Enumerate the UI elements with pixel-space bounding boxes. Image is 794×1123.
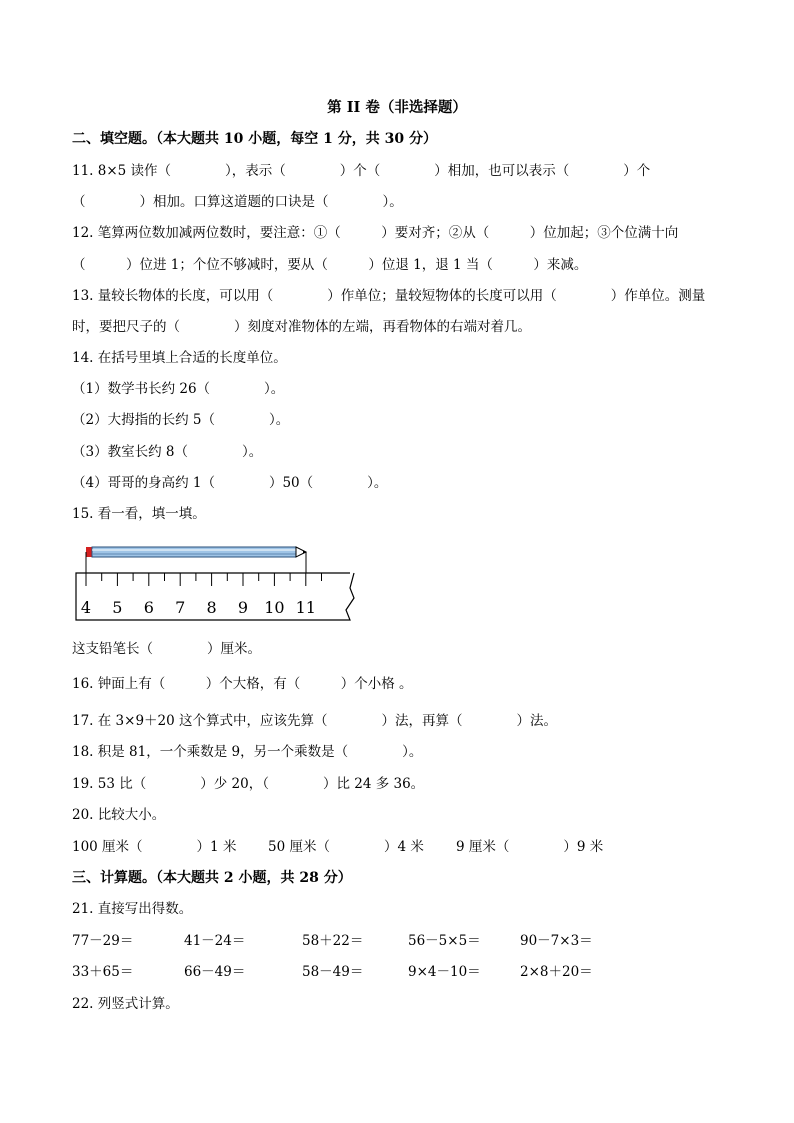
- question-13-line-1: 13. 量较长物体的长度，可以用（ ）作单位；量较短物体的长度可以用（ ）作单位。测量: [72, 288, 706, 304]
- question-14-item-3: （3）教室长约 8（ ）。: [72, 444, 263, 460]
- calc-item: 90－7×3＝: [520, 933, 593, 949]
- pencil-ruler-figure: [70, 538, 360, 626]
- calc-item: 77－29＝: [72, 933, 134, 949]
- ruler-label: 8: [206, 598, 217, 617]
- page-title: 第 II 卷（非选择题）: [327, 99, 467, 116]
- question-17: 17. 在 3×9＋20 这个算式中，应该先算（ ）法，再算（ ）法。: [72, 713, 558, 729]
- question-15-answer: 这支铅笔长（ ）厘米。: [72, 641, 261, 657]
- question-15-stem: 15. 看一看，填一填。: [72, 506, 206, 522]
- ruler: [76, 552, 354, 620]
- calc-item: 56－5×5＝: [408, 933, 481, 949]
- calc-item: 58－49＝: [302, 964, 364, 980]
- question-20-compare-a: 100 厘米（ ）1 米: [72, 839, 237, 855]
- calc-item: 58＋22＝: [302, 933, 364, 949]
- calc-item: 2×8＋20＝: [520, 964, 593, 980]
- calc-item: 33＋65＝: [72, 964, 134, 980]
- question-22-stem: 22. 列竖式计算。: [72, 996, 179, 1012]
- ruler-label: 6: [143, 598, 154, 617]
- question-21-stem: 21. 直接写出得数。: [72, 901, 193, 917]
- question-20-stem: 20. 比较大小。: [72, 807, 166, 823]
- question-14-stem: 14. 在括号里填上合适的长度单位。: [72, 350, 287, 366]
- question-12-line-1: 12. 笔算两位数加减两位数时，要注意：①（ ）要对齐；②从（ ）位加起；③个位满十向: [72, 225, 679, 241]
- ruler-label: 11: [295, 598, 316, 617]
- question-19: 19. 53 比（ ）少 20，（ ）比 24 多 36。: [72, 776, 425, 792]
- calc-item: 66－49＝: [184, 964, 246, 980]
- ruler-label: 9: [237, 598, 249, 617]
- ruler-label: 5: [112, 598, 123, 617]
- question-14-item-1: （1）数学书长约 26（ ）。: [72, 381, 285, 397]
- question-11-line-1: 11. 8×5 读作（ ），表示（ ）个（ ）相加，也可以表示（ ）个: [72, 163, 651, 179]
- question-16: 16. 钟面上有（ ）个大格，有（ ）个小格 。: [72, 676, 413, 692]
- question-13-line-2: 时，要把尺子的（ ）刻度对准物体的左端，再看物体的右端对着几。: [72, 319, 531, 335]
- section-3-heading: 三、计算题。（本大题共 2 小题，共 28 分）: [72, 870, 352, 886]
- pencil-icon: [86, 547, 306, 557]
- calc-item: 41－24＝: [184, 933, 246, 949]
- question-20-compare-b: 50 厘米（ ）4 米: [268, 839, 424, 855]
- question-14-item-4: （4）哥哥的身高约 1（ ）50（ ）。: [72, 475, 388, 491]
- question-11-line-2: （ ）相加。口算这道题的口诀是（ ）。: [72, 194, 403, 210]
- ruler-label: 7: [175, 598, 186, 617]
- ruler-label: 10: [264, 598, 285, 617]
- ruler-label: 4: [80, 598, 92, 617]
- question-12-line-2: （ ）位进 1；个位不够减时，要从（ ）位退 1，退 1 当（ ）来减。: [72, 257, 588, 273]
- question-14-item-2: （2）大拇指的长约 5（ ）。: [72, 412, 290, 428]
- question-18: 18. 积是 81，一个乘数是 9，另一个乘数是（ ）。: [72, 744, 423, 760]
- calc-item: 9×4－10＝: [408, 964, 481, 980]
- question-20-compare-c: 9 厘米（ ）9 米: [456, 839, 604, 855]
- section-2-heading: 二、填空题。（本大题共 10 小题，每空 1 分，共 30 分）: [72, 131, 437, 147]
